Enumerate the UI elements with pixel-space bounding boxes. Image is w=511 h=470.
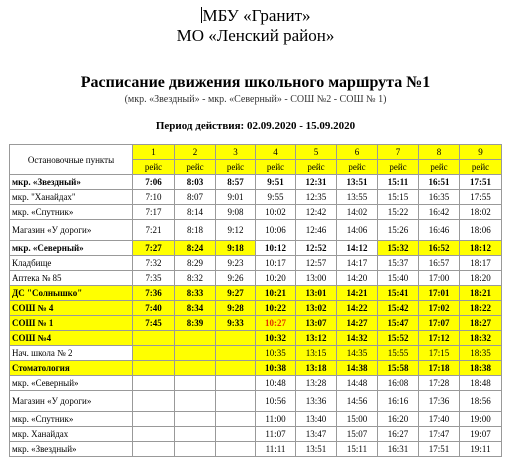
stop-name-cell: мкр. Ханайдах [10,427,133,442]
org-name-line2: МО «Ленский район» [176,26,335,45]
stop-column-header: Остановочные пункты [10,145,133,175]
stop-name-cell: мкр. "Ханайдах" [10,190,133,205]
time-cell: 7:27 [133,241,175,256]
trip-label-cell: рейс [337,160,378,175]
time-cell [175,331,216,346]
time-cell: 8:57 [216,175,256,190]
stop-name-cell: Нач. школа № 2 [10,346,133,361]
time-cell: 10:06 [256,220,296,241]
time-cell: 17:18 [419,361,460,376]
time-cell: 14:56 [337,391,378,412]
time-cell: 18:38 [460,361,502,376]
stop-name-cell: СОШ №4 [10,331,133,346]
trip-number-cell: 5 [296,145,337,160]
stop-name-cell: мкр. «Северный» [10,376,133,391]
schedule-row [10,412,502,427]
time-cell: 17:01 [419,286,460,301]
time-cell: 13:15 [296,346,337,361]
time-cell: 10:27 [256,316,296,331]
time-cell: 17:47 [419,427,460,442]
time-cell: 14:12 [337,241,378,256]
schedule-row [10,316,502,331]
trip-label-cell: рейс [216,160,256,175]
time-cell: 16:08 [378,376,419,391]
validity-period: Период действия: 02.09.2020 - 15.09.2020 [155,120,356,132]
time-cell: 8:07 [175,190,216,205]
time-cell: 12:52 [296,241,337,256]
text-cursor [201,7,202,23]
time-cell: 10:21 [256,286,296,301]
time-cell: 18:56 [460,391,502,412]
stop-name-cell: мкр. «Северный» [10,241,133,256]
time-cell: 14:20 [337,271,378,286]
stop-name-cell: Магазин «У дороги» [10,220,133,241]
stop-name-cell: мкр. «Спутник» [10,412,133,427]
time-cell: 8:18 [175,220,216,241]
schedule-row [10,286,502,301]
time-cell: 10:22 [256,301,296,316]
time-cell: 11:07 [256,427,296,442]
time-cell [133,442,175,457]
time-cell: 15:32 [378,241,419,256]
time-cell: 14:27 [337,316,378,331]
time-cell: 13:55 [337,190,378,205]
schedule-row [10,220,502,241]
time-cell: 9:01 [216,190,256,205]
time-cell: 13:01 [296,286,337,301]
time-cell: 7:45 [133,316,175,331]
time-cell: 14:21 [337,286,378,301]
time-cell: 7:17 [133,205,175,220]
time-cell: 15:47 [378,316,419,331]
time-cell: 16:20 [378,412,419,427]
time-cell: 17:55 [460,190,502,205]
time-cell: 10:17 [256,256,296,271]
stop-name-cell: мкр. «Звездный» [10,442,133,457]
time-cell: 13:47 [296,427,337,442]
time-cell: 19:11 [460,442,502,457]
schedule-row [10,175,502,190]
time-cell [133,331,175,346]
trip-number-cell: 7 [378,145,419,160]
time-cell [175,361,216,376]
time-cell [133,391,175,412]
time-cell: 18:22 [460,301,502,316]
time-cell [175,412,216,427]
time-cell: 16:42 [419,205,460,220]
time-cell: 16:57 [419,256,460,271]
time-cell: 16:52 [419,241,460,256]
stop-name-cell: СОШ № 1 [10,316,133,331]
trip-number-cell: 3 [216,145,256,160]
time-cell: 15:52 [378,331,419,346]
time-cell [175,391,216,412]
time-cell: 17:12 [419,331,460,346]
stop-name-cell: Кладбище [10,256,133,271]
time-cell: 14:48 [337,376,378,391]
time-cell: 13:51 [337,175,378,190]
schedule-row [10,427,502,442]
time-cell [133,427,175,442]
time-cell: 13:28 [296,376,337,391]
time-cell: 9:23 [216,256,256,271]
time-cell [216,442,256,457]
time-cell: 18:17 [460,256,502,271]
time-cell: 13:12 [296,331,337,346]
time-cell: 8:24 [175,241,216,256]
time-cell: 13:02 [296,301,337,316]
trip-number-cell: 8 [419,145,460,160]
time-cell: 17:02 [419,301,460,316]
time-cell: 9:28 [216,301,256,316]
schedule-row [10,376,502,391]
time-cell: 15:58 [378,361,419,376]
time-cell: 15:42 [378,301,419,316]
time-cell: 14:02 [337,205,378,220]
time-cell: 15:55 [378,346,419,361]
time-cell: 8:34 [175,301,216,316]
time-cell: 7:35 [133,271,175,286]
time-cell: 7:32 [133,256,175,271]
time-cell [216,331,256,346]
schedule-row [10,271,502,286]
time-cell: 7:21 [133,220,175,241]
stop-name-cell: мкр. «Спутник» [10,205,133,220]
time-cell: 17:40 [419,412,460,427]
time-cell: 14:22 [337,301,378,316]
time-cell: 7:06 [133,175,175,190]
trip-number-cell: 9 [460,145,502,160]
time-cell: 18:32 [460,331,502,346]
time-cell: 15:07 [337,427,378,442]
time-cell [133,346,175,361]
trip-label-cell: рейс [175,160,216,175]
time-cell: 10:20 [256,271,296,286]
time-cell: 13:00 [296,271,337,286]
time-cell: 9:27 [216,286,256,301]
trip-number-cell: 1 [133,145,175,160]
schedule-title: Расписание движения школьного маршрута №1 [80,74,431,91]
time-cell [216,427,256,442]
time-cell: 10:56 [256,391,296,412]
schedule-table [9,144,502,457]
time-cell [216,391,256,412]
schedule-row [10,256,502,271]
time-cell: 10:32 [256,331,296,346]
time-cell: 17:36 [419,391,460,412]
time-cell: 7:10 [133,190,175,205]
time-cell: 9:08 [216,205,256,220]
time-cell: 17:00 [419,271,460,286]
time-cell: 16:51 [419,175,460,190]
time-cell: 13:51 [296,442,337,457]
time-cell: 8:33 [175,286,216,301]
time-cell: 17:28 [419,376,460,391]
time-cell: 18:48 [460,376,502,391]
time-cell: 13:36 [296,391,337,412]
time-cell: 17:51 [460,175,502,190]
time-cell: 18:35 [460,346,502,361]
time-cell: 17:15 [419,346,460,361]
stop-name-cell: Аптека № 85 [10,271,133,286]
time-cell: 10:02 [256,205,296,220]
trip-number-cell: 4 [256,145,296,160]
time-cell: 13:40 [296,412,337,427]
schedule-row [10,391,502,412]
time-cell: 9:12 [216,220,256,241]
time-cell: 15:15 [378,190,419,205]
time-cell: 19:07 [460,427,502,442]
time-cell: 14:32 [337,331,378,346]
time-cell: 18:02 [460,205,502,220]
schedule-row [10,346,502,361]
time-cell: 8:29 [175,256,216,271]
trip-number-cell: 2 [175,145,216,160]
time-cell: 17:07 [419,316,460,331]
time-cell [216,412,256,427]
time-cell: 15:26 [378,220,419,241]
time-cell: 12:42 [296,205,337,220]
trip-label-cell: рейс [296,160,337,175]
schedule-row [10,241,502,256]
time-cell: 15:11 [378,175,419,190]
time-cell: 13:18 [296,361,337,376]
time-cell: 18:27 [460,316,502,331]
time-cell: 8:39 [175,316,216,331]
time-cell: 8:32 [175,271,216,286]
trip-label-cell: рейс [460,160,502,175]
schedule-row [10,205,502,220]
time-cell: 19:00 [460,412,502,427]
schedule-row [10,190,502,205]
time-cell: 9:18 [216,241,256,256]
time-cell [216,361,256,376]
time-cell: 18:12 [460,241,502,256]
time-cell [175,376,216,391]
time-cell [133,376,175,391]
time-cell: 16:31 [378,442,419,457]
schedule-row [10,331,502,346]
time-cell: 8:03 [175,175,216,190]
time-cell: 13:07 [296,316,337,331]
time-cell: 15:00 [337,412,378,427]
trip-label-cell: рейс [419,160,460,175]
stop-name-cell: СОШ № 4 [10,301,133,316]
stop-name-cell: мкр. «Звездный» [10,175,133,190]
time-cell: 15:41 [378,286,419,301]
time-cell: 10:48 [256,376,296,391]
time-cell: 10:35 [256,346,296,361]
time-cell [133,361,175,376]
time-cell: 15:22 [378,205,419,220]
trip-label-cell: рейс [378,160,419,175]
time-cell: 18:20 [460,271,502,286]
time-cell [216,376,256,391]
time-cell: 14:35 [337,346,378,361]
org-name-line1: МБУ «Гранит» [202,6,311,25]
time-cell: 15:11 [337,442,378,457]
time-cell: 11:00 [256,412,296,427]
trip-number-cell: 6 [337,145,378,160]
time-cell: 16:35 [419,190,460,205]
stop-name-cell: ДС "Солнышко" [10,286,133,301]
time-cell: 14:06 [337,220,378,241]
time-cell: 16:16 [378,391,419,412]
time-cell: 12:31 [296,175,337,190]
time-cell: 16:27 [378,427,419,442]
time-cell [133,412,175,427]
time-cell: 7:36 [133,286,175,301]
time-cell: 10:38 [256,361,296,376]
time-cell: 14:38 [337,361,378,376]
time-cell [175,427,216,442]
time-cell: 9:33 [216,316,256,331]
time-cell: 7:40 [133,301,175,316]
time-cell: 10:12 [256,241,296,256]
schedule-row [10,442,502,457]
time-cell: 9:26 [216,271,256,286]
time-cell: 15:37 [378,256,419,271]
time-cell: 14:17 [337,256,378,271]
time-cell: 9:51 [256,175,296,190]
time-cell: 16:46 [419,220,460,241]
time-cell: 11:11 [256,442,296,457]
schedule-row [10,361,502,376]
schedule-row [10,301,502,316]
time-cell [216,346,256,361]
time-cell: 15:40 [378,271,419,286]
stop-name-cell: Стоматология [10,361,133,376]
time-cell [175,442,216,457]
time-cell: 12:46 [296,220,337,241]
time-cell: 18:06 [460,220,502,241]
time-cell: 8:14 [175,205,216,220]
trip-label-cell: рейс [133,160,175,175]
time-cell: 12:35 [296,190,337,205]
time-cell [175,346,216,361]
trip-label-cell: рейс [256,160,296,175]
stop-name-cell: Магазин «У дороги» [10,391,133,412]
time-cell: 9:55 [256,190,296,205]
time-cell: 12:57 [296,256,337,271]
route-subtitle: (мкр. «Звездный» - мкр. «Северный» - СОШ №2 - СОШ № 1) [124,94,387,105]
time-cell: 18:21 [460,286,502,301]
time-cell: 17:51 [419,442,460,457]
